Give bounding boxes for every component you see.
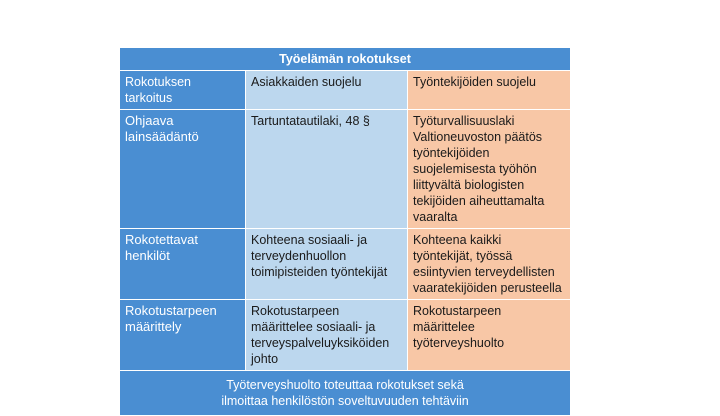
vaccination-table (119, 47, 571, 416)
table-row (120, 110, 571, 229)
table-row (120, 229, 571, 300)
row-cell-employees: Kohteena kaikki työntekijät, työssä esiintyvien terveydellisten vaaratekijöiden perusteella (408, 229, 571, 300)
row-label: Rokotettavat henkilöt (120, 229, 246, 300)
table-footer: Työterveyshuolto toteuttaa rokotukset sekä ilmoittaa henkilöstön soveltuvuuden tehtäviin (120, 371, 571, 416)
row-cell-customers: Rokotustarpeen määrittelee sosiaali- ja terveyspalveluyksiköiden johto (246, 300, 408, 371)
header-label: Rokotuksen tarkoitus (120, 71, 246, 110)
header-col-employees: Työntekijöiden suojelu (408, 71, 571, 110)
table-title: Työelämän rokotukset (120, 48, 571, 71)
header-row (120, 71, 571, 110)
row-cell-employees: Työturvallisuuslaki Valtioneuvoston päätös työntekijöiden suojelemisesta työhön liittyvältä biologisten tekijöiden aiheuttamalta vaaralta (408, 110, 571, 229)
row-label: Ohjaava lainsäädäntö (120, 110, 246, 229)
header-col-customers: Asiakkaiden suojelu (246, 71, 408, 110)
row-cell-employees: Rokotustarpeen määrittelee työterveyshuolto (408, 300, 571, 371)
table-row (120, 300, 571, 371)
row-label: Rokotustarpeen määrittely (120, 300, 246, 371)
row-cell-customers: Tartuntatautilaki, 48 § (246, 110, 408, 229)
footer-row (120, 371, 571, 416)
row-cell-customers: Kohteena sosiaali- ja terveydenhuollon toimipisteiden työntekijät (246, 229, 408, 300)
title-row (120, 48, 571, 71)
